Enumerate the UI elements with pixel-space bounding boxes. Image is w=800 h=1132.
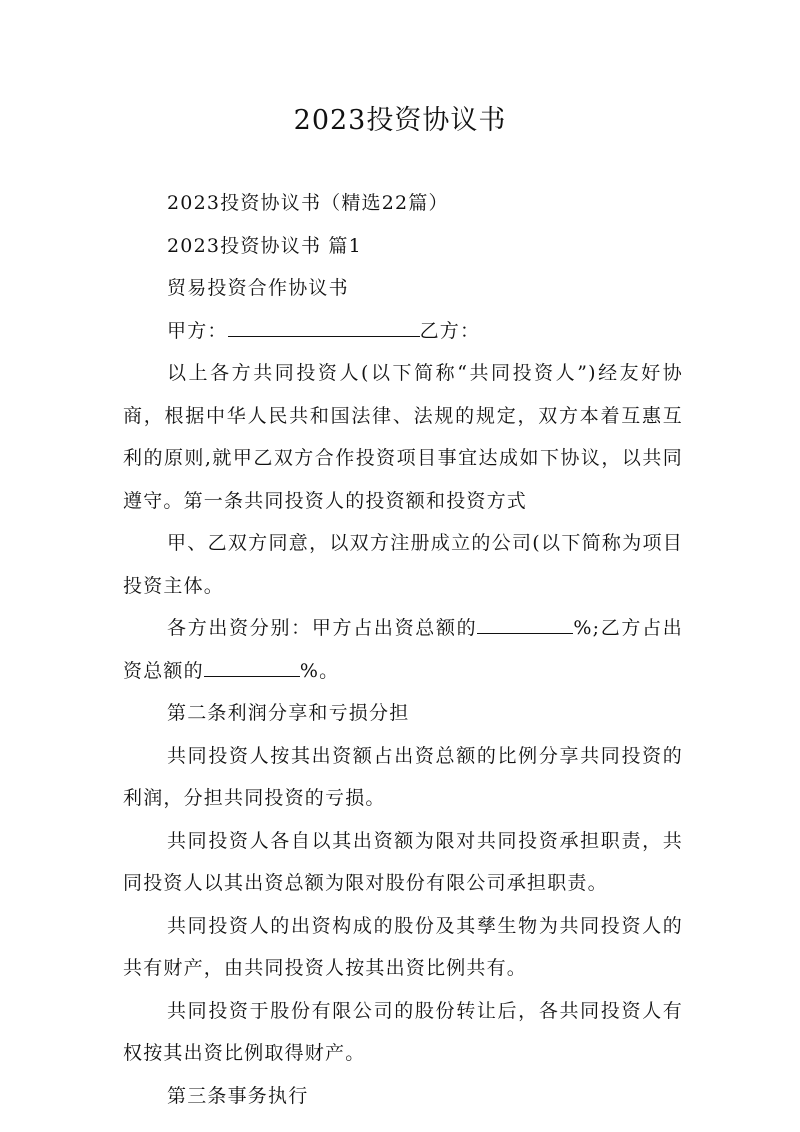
contribution-text-c: %。: [299, 659, 340, 682]
paragraph-joint-property: 共同投资人的出资构成的股份及其孳生物为共同投资人的共有财产，由共同投资人按其出资比例共有。: [123, 914, 683, 979]
party-b-label: 乙方：: [419, 319, 481, 342]
party-a-blank: [228, 318, 420, 337]
paragraph-article-3-heading: 第三条事务执行: [167, 1084, 309, 1107]
paragraph-article-2-heading: 第二条利润分享和亏损分担: [167, 702, 410, 724]
contribution-text-a: 各方出资分别：甲方占出资总额的: [167, 617, 478, 639]
paragraph-section-heading: 2023投资协议书 篇1: [167, 234, 362, 257]
party-a-label: 甲方：: [167, 319, 228, 342]
paragraph-agreement-name: 贸易投资合作协议书: [167, 277, 349, 299]
contribution-text-b: %;乙方占出资总额的: [123, 617, 683, 682]
paragraph-subtitle: 2023投资协议书（精选22篇）: [167, 192, 449, 214]
party-a-ratio-blank: [477, 615, 573, 634]
paragraph-investment-entity: 甲、乙双方同意，以双方注册成立的公司(以下简称为项目投资主体。: [123, 532, 683, 597]
paragraph-preamble: 以上各方共同投资人(以下简称“共同投资人”)经友好协商，根据中华人民共和国法律、法规的规定，双方本着互惠互利的原则,就甲乙双方合作投资项目事宜达成如下协议，以共同遵守。第一条共同投资人的投资额和投资方式: [123, 362, 683, 512]
paragraph-parties: [123, 310, 683, 353]
paragraph-contribution-ratio: [123, 607, 683, 692]
document-body: [123, 182, 683, 1117]
party-b-ratio-blank: [204, 658, 300, 677]
paragraph-liability: 共同投资人各自以其出资额为限对共同投资承担职责，共同投资人以其出资总额为限对股份有限公司承担职责。: [123, 829, 683, 894]
document-title: 2023投资协议书: [293, 105, 507, 136]
paragraph-share-transfer: 共同投资于股份有限公司的股份转让后，各共同投资人有权按其出资比例取得财产。: [123, 999, 683, 1064]
paragraph-profit-sharing: 共同投资人按其出资额占出资总额的比例分享共同投资的利润，分担共同投资的亏损。: [123, 744, 683, 809]
